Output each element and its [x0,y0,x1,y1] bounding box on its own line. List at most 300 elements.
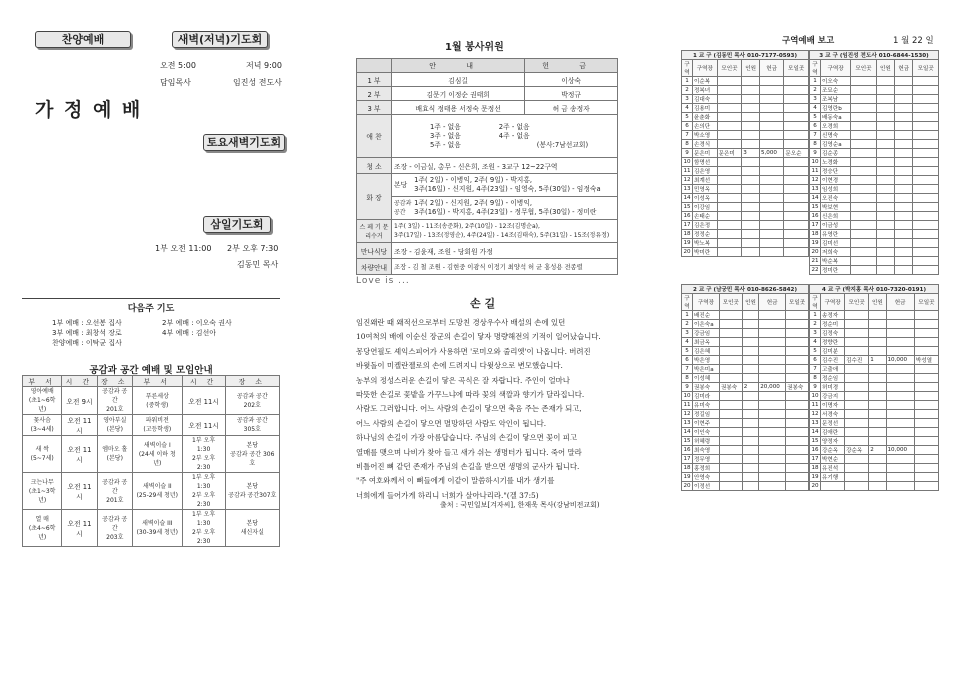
district-row [810,455,939,464]
next-week-item: 4부 예배 : 김선아 [162,329,217,337]
district-cell: 정승단 [821,167,851,176]
district-cell [759,122,783,131]
district-cell [759,203,783,212]
district-num: 11 [811,168,819,174]
district-cell [913,185,939,194]
district-cell [851,95,877,104]
district-cell [759,113,783,122]
district-cell [851,131,877,140]
service-cell-line: 새벽이슬 I [143,441,171,449]
district-cell: 김은혜 [693,347,720,356]
next-week-item: 1부 예배 : 오선봉 집사 [52,319,122,327]
district-cell: 배동숙a [821,113,851,122]
district-num: 7 [810,365,821,374]
district-col-label: 인원 [876,60,894,77]
service-cell-line: 2부 오후 2:30 [192,455,216,471]
service-cell [97,473,133,510]
essay-line: 따뜻한 손길로 꽃밭을 가꾸느냐에 따라 꽃의 색깔과 향기가 달라집니다. [356,390,585,400]
district-cell: 1 [869,356,886,365]
prayer-line: 5주 - 없음 [430,140,461,149]
service-cell-line: 305호 [243,426,261,433]
district-row [682,86,809,95]
service-cell [182,436,225,473]
district-cell [845,347,869,356]
district-cell [845,455,869,464]
next-week-item: 찬양예배 : 이탁균 집사 [52,339,122,347]
district-cell [895,122,913,131]
district-cell [742,482,758,491]
district-cell [869,473,886,482]
district-row [682,365,809,374]
district-cell [913,77,939,86]
service-cell-line: (본당) [106,426,123,433]
district-1-table [681,50,809,257]
district-cell [784,131,809,140]
district-col-header [810,60,939,77]
district-num: 5 [682,347,693,356]
district-cell [895,248,913,257]
district-cell [742,77,760,86]
district-cell [717,77,742,86]
district-cell: 최금옥 [693,338,720,347]
district-cell: 문은미 [693,149,718,158]
service-cell: 오전 11시 [62,436,97,473]
prayer-cell [392,115,618,158]
district-cell [913,230,939,239]
district-row [682,392,809,401]
district-cell: 이오숙 [821,77,851,86]
district-cell: 김미라 [693,392,720,401]
district-cell [742,419,758,428]
flower-sub-1: 본당 [394,180,408,189]
district-cell: 박노복 [693,239,718,248]
district-cell: 윤춘화 [693,113,718,122]
clean-label: 청 소 [357,158,392,174]
district-cell [845,482,869,491]
district-cell [719,338,742,347]
district-cell: 신은희 [821,212,851,221]
district-cell [742,455,758,464]
district-col-label: 구역장 [821,294,845,311]
district-cell [895,131,913,140]
district-cell [786,482,809,491]
district-col-label: 구역장 [821,60,851,77]
service-cell-line: 새벽이슬 III [142,520,173,527]
service-cell [182,473,225,510]
district-cell [845,419,869,428]
district-num: 17 [811,456,819,462]
district-cell: 박미란 [693,248,718,257]
district-cell [719,392,742,401]
district-cell [886,374,914,383]
district-cell [786,428,809,437]
district-cell: 박소영 [693,131,718,140]
district-cell [913,239,939,248]
district-cell [784,95,809,104]
district-cell [913,104,939,113]
district-num: 18 [683,465,691,471]
district-cell [845,383,869,392]
district-cell [719,428,742,437]
report-title: 구역예배 보고 [782,36,835,46]
district-num: 11 [683,402,691,408]
volunteer-table [356,58,618,275]
service-cell-line: 2부 오후 2:30 [192,492,216,508]
service-cell-line: (고등학생) [143,426,172,433]
service-cell-line: 영아부실 [103,417,127,424]
district-row [810,482,939,491]
district-num: 20 [811,249,819,255]
district-cell [719,365,742,374]
district-cell [784,248,809,257]
district-cell: 강순옥 [845,446,869,455]
district-row [682,410,809,419]
district-cell [913,149,939,158]
service-cell-line: 새벽이슬 II [142,483,172,490]
district-cell [851,203,877,212]
vol-row [357,73,618,87]
district-num: 11 [683,168,691,174]
district-cell: 정정순 [693,230,718,239]
district-cell: 김정숙 [821,329,845,338]
district-cell [786,365,809,374]
district-cell [719,347,742,356]
district-cell [786,338,809,347]
district-cell [742,176,760,185]
district-cell [914,383,938,392]
service-cell-line: (초1~3학년) [28,487,56,504]
district-cell [913,221,939,230]
love-is-label: Love is ... [356,276,410,286]
flower-a2: 3주(16일) - 신지원, 4주(23일) - 임영숙, 5주(30일) - 임정숙a [414,185,601,193]
district-cell [869,464,886,473]
service-cell-line: 본당 [246,483,259,490]
service-cell [225,415,279,436]
district-cell [742,392,758,401]
flower-b1: 1주( 2일) - 신지원, 2주( 9일) - 이병익, [414,199,533,207]
district-cell: 이명자 [821,401,845,410]
district-row [810,410,939,419]
district-cell [876,230,894,239]
district-cell [886,464,914,473]
district-cell [869,482,886,491]
district-cell: 박보현 [821,203,851,212]
district-cell [886,320,914,329]
district-cell [742,464,758,473]
district-cell [845,401,869,410]
media-label: 스 페 기 문리수거 [357,220,392,243]
district-row [810,464,939,473]
district-col-label: 모일곳 [913,60,939,77]
essay-line: 10여척의 배에 이순신 장군의 손길이 닿자 명량해전의 기적이 일어났습니다. [356,332,601,342]
district-num: 15 [811,438,819,444]
district-cell [914,464,938,473]
district-cell: 함명선 [693,158,718,167]
wed-time-2: 2부 오후 7:30 [227,244,279,253]
district-num: 8 [810,140,821,149]
district-row [682,473,809,482]
service-cell-line: 본당 [246,441,259,449]
district-num: 1 [682,77,693,86]
prayer-label: 애 찬 [357,115,392,158]
district-num: 2 [810,86,821,95]
district-cell [759,473,786,482]
district-num: 10 [811,393,819,399]
vol-guide: 김심길 [392,73,525,87]
service-cell [182,510,225,547]
district-num: 7 [810,131,821,140]
essay-body [356,316,626,503]
service-cell-line: 203호 [106,533,124,541]
district-row [810,311,939,320]
essay-title: 손 길 [470,297,496,310]
district-num: 4 [682,338,693,347]
district-cell [876,77,894,86]
district-num: 14 [683,195,691,201]
district-cell [845,410,869,419]
car-text: 조장 - 김 철 조원 - 김현중 이광식 이정기 최양석 허 균 홍성용 전종렬 [392,259,618,275]
district-row [682,311,809,320]
essay-line: 열매를 맺으며 나비가 찾아 들고 새가 쉬는 생명터가 됩니다. 죽어 말라 [356,447,582,457]
next-week-item: 3부 예배 : 최창석 장로 [52,329,122,337]
district-cell [895,140,913,149]
district-cell: 유영란 [821,230,851,239]
district-cell [914,320,938,329]
district-cell [886,347,914,356]
district-cell [717,248,742,257]
district-num: 7 [682,365,693,374]
vol-header-offering: 헌 금 [525,59,618,73]
district-cell [786,311,809,320]
district-1-title: 1 교 구 (김동민 목사 010-7177-0593) [682,51,809,60]
district-cell: 홍정희 [693,464,720,473]
district-cell [742,185,760,194]
flower-row-b [392,197,618,220]
flower-a1: 1주( 2일) - 이병익, 2주( 9일) - 박지홍, [414,176,533,184]
district-cell [876,239,894,248]
district-num: 19 [683,474,691,480]
district-row [810,176,939,185]
district-row [682,347,809,356]
district-cell [742,320,758,329]
district-num: 17 [811,222,819,228]
district-cell [742,221,760,230]
service-cell-line: (중학생) [146,401,169,409]
district-col-label: 모일곳 [784,60,809,77]
district-cell [914,329,938,338]
vol-corner [357,59,392,73]
district-cell: 이현경 [821,176,851,185]
district-cell [895,230,913,239]
service-cell [133,473,183,510]
district-cell: 이정선 [693,482,720,491]
service-cell [133,436,183,473]
district-col-label: 헌금 [759,60,783,77]
district-cell [895,86,913,95]
district-cell [742,473,758,482]
district-cell [719,320,742,329]
district-cell: 2 [869,446,886,455]
pill-dawn-prayer: 새벽(저녁)기도회 [172,31,268,48]
district-cell [845,311,869,320]
district-cell [845,320,869,329]
district-cell [742,167,760,176]
district-cell [742,113,760,122]
district-cell: 김대숙 [693,95,718,104]
district-cell [869,374,886,383]
dawn-lead-label: 담임목사 [160,78,191,87]
service-cell [97,436,133,473]
service-cell-line: 202호 [243,401,261,409]
district-cell [876,122,894,131]
district-cell [719,419,742,428]
district-cell [886,329,914,338]
service-header: 부 서 [23,376,62,387]
district-cell: 박은영 [693,356,720,365]
district-cell [895,149,913,158]
district-col-label: 인원 [742,60,760,77]
district-row [810,95,939,104]
district-col-label: 구역 [682,60,693,77]
district-cell [914,437,938,446]
district-cell [742,356,758,365]
district-row [682,185,809,194]
district-cell: 이금성 [821,221,851,230]
service-header: 부 서 [133,376,183,387]
district-cell: 정길임 [693,410,720,419]
district-num: 2 [682,86,693,95]
district-num: 2 [682,320,693,329]
district-cell [886,455,914,464]
district-cell [786,446,809,455]
district-cell [895,266,913,275]
district-row [810,428,939,437]
district-cell [886,392,914,401]
essay-line: 너희에게 들어가게 하리니 너희가 살아나리라."(겔 37:5) [356,490,539,500]
district-cell [717,140,742,149]
service-header: 장 소 [225,376,279,387]
vol-row [357,87,618,101]
essay-line: 농부의 정성스러운 손길이 닿은 곡식은 잘 자랍니다. 주인이 얼마나 [356,375,570,385]
district-cell [851,266,877,275]
district-cell [742,329,758,338]
flower-label: 화 장 [357,174,392,220]
prayer-line: 2주 - 없음 [498,122,530,131]
district-row [810,239,939,248]
district-num: 3 [810,95,821,104]
district-cell [851,140,877,149]
district-cell [786,320,809,329]
district-row [810,473,939,482]
district-col-label: 모인곳 [719,294,742,311]
district-cell [869,320,886,329]
district-num: 6 [682,122,693,131]
service-row [23,436,280,473]
district-cell [869,383,886,392]
district-cell [719,455,742,464]
district-num: 16 [811,447,819,453]
district-row [810,320,939,329]
district-cell [719,356,742,365]
service-cell [23,510,62,547]
district-row [682,176,809,185]
district-cell [784,212,809,221]
district-cell: 노경화 [821,158,851,167]
district-num: 19 [811,474,819,480]
service-cell-line: 2부 오후 2:30 [192,529,216,545]
district-3-table [809,50,939,275]
district-cell [914,338,938,347]
district-cell [869,455,886,464]
district-cell [786,401,809,410]
district-row [810,347,939,356]
district-cell [876,104,894,113]
district-cell [913,203,939,212]
district-cell [845,392,869,401]
district-cell [914,419,938,428]
district-cell [759,131,783,140]
district-cell [821,482,845,491]
vol-offering: 이상숙 [525,73,618,87]
district-num: 20 [811,482,819,489]
district-cell [886,473,914,482]
district-cell [784,158,809,167]
district-cell [717,194,742,203]
media-a: 1주( 3일) - 11조(송준화), 2주(10일) - 12조(김명순a), [394,223,540,230]
district-row [682,77,809,86]
service-header: 시 간 [62,376,97,387]
service-cell-line: 열 매 [35,515,49,523]
report-date: 1 월 22 일 [893,36,934,46]
district-cell [869,338,886,347]
district-cell [784,113,809,122]
district-cell [719,401,742,410]
district-cell: 20,000 [759,383,786,392]
district-cell: 송정자 [821,311,845,320]
district-cell [717,212,742,221]
district-cell [717,176,742,185]
district-2-table [681,284,809,491]
district-cell [759,248,783,257]
district-cell: 이강임 [693,203,718,212]
district-cell [759,311,786,320]
district-cell: 정순미 [821,320,845,329]
district-cell [895,203,913,212]
district-col-label: 인원 [869,294,886,311]
district-cell [895,104,913,113]
district-cell [784,140,809,149]
district-cell [869,329,886,338]
district-num: 13 [683,186,691,192]
district-cell [886,401,914,410]
district-cell: 박성열 [914,356,938,365]
service-header: 장 소 [97,376,133,387]
district-cell [886,365,914,374]
service-cell-line: 크는나무 [30,478,54,486]
district-num: 17 [683,222,691,228]
service-cell: 오전 9시 [62,387,97,415]
wed-time-1: 1부 오전 11:00 [155,244,212,253]
district-cell [786,419,809,428]
district-cell [742,428,758,437]
district-col-label: 구역 [810,294,821,311]
district-row [682,455,809,464]
district-cell: 박은미a [693,365,720,374]
service-cell: 오전 11시 [62,415,97,436]
district-num: 13 [683,420,691,426]
district-cell [784,239,809,248]
service-cell-line: 공감과 공간 306호 [230,450,275,467]
